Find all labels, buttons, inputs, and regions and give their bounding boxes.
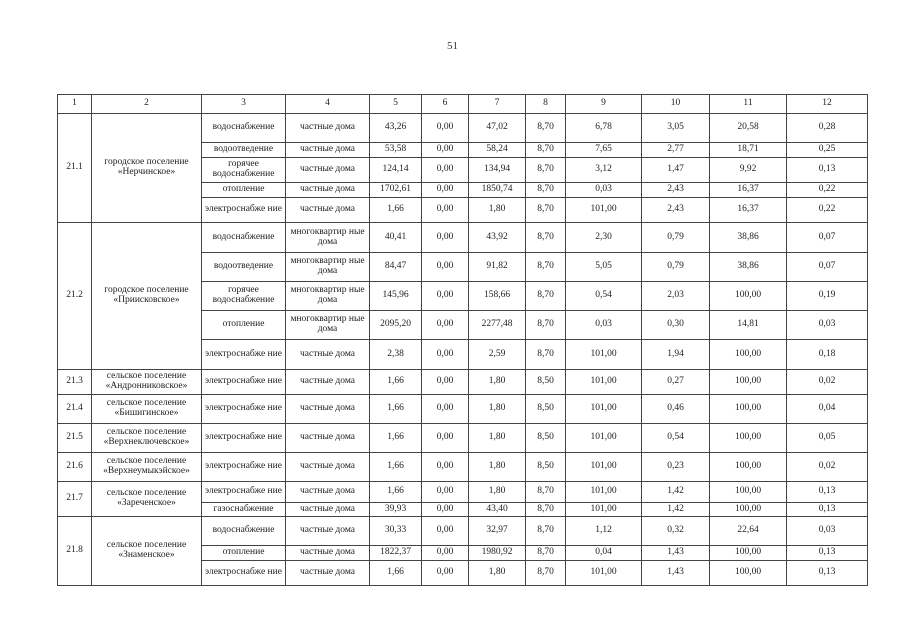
service-cell: отопление: [202, 546, 286, 561]
value-cell: 8,70: [526, 561, 566, 586]
value-cell: 0,00: [422, 370, 469, 395]
service-cell: электроснабже ние: [202, 424, 286, 453]
value-cell: 0,54: [566, 282, 642, 311]
table-row: [58, 453, 868, 482]
value-cell: 0,00: [422, 340, 469, 370]
value-cell: 100,00: [710, 503, 787, 517]
column-header: 2: [92, 95, 202, 114]
value-cell: 2,59: [469, 340, 526, 370]
value-cell: 0,22: [787, 183, 868, 198]
value-cell: 134,94: [469, 158, 526, 183]
value-cell: 100,00: [710, 340, 787, 370]
value-cell: 8,70: [526, 223, 566, 253]
row-number-cell: 21.4: [58, 395, 92, 424]
consumer-cell: частные дома: [286, 198, 370, 223]
value-cell: 0,00: [422, 561, 469, 586]
row-number-cell: 21.8: [58, 517, 92, 586]
value-cell: 38,86: [710, 253, 787, 282]
column-header: 3: [202, 95, 286, 114]
consumer-cell: многоквартир ные дома: [286, 282, 370, 311]
table-row: [58, 424, 868, 453]
value-cell: 2,38: [370, 340, 422, 370]
service-cell: электроснабже ние: [202, 340, 286, 370]
value-cell: 47,02: [469, 114, 526, 143]
column-header: 12: [787, 95, 868, 114]
value-cell: 0,00: [422, 424, 469, 453]
value-cell: 0,00: [422, 198, 469, 223]
value-cell: 100,00: [710, 453, 787, 482]
value-cell: 100,00: [710, 546, 787, 561]
value-cell: 43,26: [370, 114, 422, 143]
value-cell: 0,22: [787, 198, 868, 223]
value-cell: 8,70: [526, 517, 566, 546]
value-cell: 0,00: [422, 395, 469, 424]
column-header: 8: [526, 95, 566, 114]
value-cell: 0,00: [422, 114, 469, 143]
value-cell: 1,42: [642, 503, 710, 517]
value-cell: 124,14: [370, 158, 422, 183]
row-number-cell: 21.1: [58, 114, 92, 223]
value-cell: 101,00: [566, 561, 642, 586]
value-cell: 0,13: [787, 503, 868, 517]
value-cell: 1,66: [370, 395, 422, 424]
value-cell: 8,70: [526, 482, 566, 503]
value-cell: 38,86: [710, 223, 787, 253]
value-cell: 0,32: [642, 517, 710, 546]
settlement-cell: сельское поселение «Зареченское»: [92, 482, 202, 517]
header-row: [58, 95, 868, 114]
value-cell: 0,03: [787, 311, 868, 340]
value-cell: 0,13: [787, 158, 868, 183]
value-cell: 145,96: [370, 282, 422, 311]
table-row: [58, 114, 868, 143]
column-header: 10: [642, 95, 710, 114]
value-cell: 8,70: [526, 114, 566, 143]
value-cell: 2,30: [566, 223, 642, 253]
value-cell: 0,13: [787, 546, 868, 561]
value-cell: 8,70: [526, 198, 566, 223]
value-cell: 0,02: [787, 370, 868, 395]
value-cell: 84,47: [370, 253, 422, 282]
table-row: [58, 370, 868, 395]
service-cell: электроснабже ние: [202, 482, 286, 503]
value-cell: 0,54: [642, 424, 710, 453]
value-cell: 0,00: [422, 143, 469, 158]
value-cell: 0,05: [787, 424, 868, 453]
value-cell: 8,70: [526, 311, 566, 340]
column-header: 1: [58, 95, 92, 114]
value-cell: 8,70: [526, 183, 566, 198]
value-cell: 43,92: [469, 223, 526, 253]
value-cell: 0,00: [422, 482, 469, 503]
consumer-cell: частные дома: [286, 453, 370, 482]
value-cell: 1822,37: [370, 546, 422, 561]
value-cell: 3,12: [566, 158, 642, 183]
value-cell: 1,66: [370, 370, 422, 395]
value-cell: 0,79: [642, 223, 710, 253]
value-cell: 8,50: [526, 453, 566, 482]
value-cell: 101,00: [566, 453, 642, 482]
value-cell: 58,24: [469, 143, 526, 158]
consumer-cell: частные дома: [286, 158, 370, 183]
value-cell: 0,28: [787, 114, 868, 143]
value-cell: 1,80: [469, 561, 526, 586]
consumer-cell: частные дома: [286, 546, 370, 561]
value-cell: 101,00: [566, 198, 642, 223]
value-cell: 5,05: [566, 253, 642, 282]
value-cell: 0,03: [566, 311, 642, 340]
value-cell: 8,70: [526, 546, 566, 561]
value-cell: 8,50: [526, 370, 566, 395]
settlement-cell: сельское поселение «Верхнеключевское»: [92, 424, 202, 453]
value-cell: 1,47: [642, 158, 710, 183]
service-cell: электроснабже ние: [202, 198, 286, 223]
value-cell: 0,25: [787, 143, 868, 158]
service-cell: отопление: [202, 311, 286, 340]
value-cell: 1,12: [566, 517, 642, 546]
value-cell: 0,03: [566, 183, 642, 198]
value-cell: 2277,48: [469, 311, 526, 340]
row-number-cell: 21.7: [58, 482, 92, 517]
column-header: 9: [566, 95, 642, 114]
row-number-cell: 21.6: [58, 453, 92, 482]
service-cell: горячее водоснабжение: [202, 282, 286, 311]
value-cell: 32,97: [469, 517, 526, 546]
value-cell: 0,00: [422, 158, 469, 183]
value-cell: 101,00: [566, 424, 642, 453]
value-cell: 0,30: [642, 311, 710, 340]
value-cell: 1702,61: [370, 183, 422, 198]
value-cell: 101,00: [566, 370, 642, 395]
service-cell: электроснабже ние: [202, 561, 286, 586]
consumer-cell: многоквартир ные дома: [286, 253, 370, 282]
service-cell: электроснабже ние: [202, 453, 286, 482]
value-cell: 0,00: [422, 503, 469, 517]
value-cell: 7,65: [566, 143, 642, 158]
service-cell: электроснабже ние: [202, 370, 286, 395]
value-cell: 16,37: [710, 198, 787, 223]
value-cell: 1,66: [370, 482, 422, 503]
consumer-cell: частные дома: [286, 424, 370, 453]
settlement-cell: городское поселение «Нерчинское»: [92, 114, 202, 223]
value-cell: 1,80: [469, 453, 526, 482]
value-cell: 1,80: [469, 395, 526, 424]
value-cell: 0,07: [787, 253, 868, 282]
value-cell: 43,40: [469, 503, 526, 517]
consumer-cell: многоквартир ные дома: [286, 223, 370, 253]
consumer-cell: частные дома: [286, 561, 370, 586]
settlement-cell: сельское поселение «Бишигинское»: [92, 395, 202, 424]
value-cell: 1,66: [370, 453, 422, 482]
consumer-cell: частные дома: [286, 517, 370, 546]
service-cell: водоснабжение: [202, 114, 286, 143]
value-cell: 22,64: [710, 517, 787, 546]
value-cell: 101,00: [566, 482, 642, 503]
value-cell: 2,77: [642, 143, 710, 158]
value-cell: 100,00: [710, 395, 787, 424]
value-cell: 0,19: [787, 282, 868, 311]
table-row: [58, 223, 868, 253]
value-cell: 14,81: [710, 311, 787, 340]
value-cell: 0,00: [422, 183, 469, 198]
value-cell: 101,00: [566, 395, 642, 424]
value-cell: 0,00: [422, 517, 469, 546]
value-cell: 2,43: [642, 183, 710, 198]
row-number-cell: 21.2: [58, 223, 92, 370]
table-row: [58, 395, 868, 424]
row-number-cell: 21.5: [58, 424, 92, 453]
value-cell: 8,50: [526, 395, 566, 424]
value-cell: 0,13: [787, 561, 868, 586]
value-cell: 0,02: [787, 453, 868, 482]
tariff-table: [57, 94, 868, 586]
value-cell: 1,80: [469, 424, 526, 453]
column-header: 4: [286, 95, 370, 114]
value-cell: 100,00: [710, 482, 787, 503]
value-cell: 0,04: [566, 546, 642, 561]
value-cell: 1,66: [370, 198, 422, 223]
value-cell: 0,00: [422, 453, 469, 482]
value-cell: 8,70: [526, 340, 566, 370]
value-cell: 20,58: [710, 114, 787, 143]
value-cell: 2,03: [642, 282, 710, 311]
consumer-cell: частные дома: [286, 395, 370, 424]
value-cell: 40,41: [370, 223, 422, 253]
value-cell: 0,00: [422, 546, 469, 561]
consumer-cell: частные дома: [286, 503, 370, 517]
value-cell: 1,66: [370, 561, 422, 586]
value-cell: 16,37: [710, 183, 787, 198]
service-cell: газоснабжение: [202, 503, 286, 517]
consumer-cell: частные дома: [286, 340, 370, 370]
value-cell: 1,43: [642, 561, 710, 586]
value-cell: 0,00: [422, 282, 469, 311]
value-cell: 101,00: [566, 503, 642, 517]
value-cell: 1,66: [370, 424, 422, 453]
value-cell: 91,82: [469, 253, 526, 282]
value-cell: 100,00: [710, 561, 787, 586]
value-cell: 8,70: [526, 503, 566, 517]
value-cell: 1,42: [642, 482, 710, 503]
consumer-cell: частные дома: [286, 482, 370, 503]
value-cell: 0,27: [642, 370, 710, 395]
value-cell: 18,71: [710, 143, 787, 158]
value-cell: 0,18: [787, 340, 868, 370]
consumer-cell: многоквартир ные дома: [286, 311, 370, 340]
value-cell: 1,94: [642, 340, 710, 370]
consumer-cell: частные дома: [286, 143, 370, 158]
value-cell: 53,58: [370, 143, 422, 158]
table-row: [58, 482, 868, 503]
column-header: 6: [422, 95, 469, 114]
value-cell: 1,43: [642, 546, 710, 561]
value-cell: 0,03: [787, 517, 868, 546]
value-cell: 0,13: [787, 482, 868, 503]
value-cell: 8,70: [526, 253, 566, 282]
settlement-cell: сельское поселение «Верхнеумыкэйское»: [92, 453, 202, 482]
value-cell: 0,79: [642, 253, 710, 282]
column-header: 5: [370, 95, 422, 114]
service-cell: отопление: [202, 183, 286, 198]
value-cell: 100,00: [710, 370, 787, 395]
service-cell: водоснабжение: [202, 517, 286, 546]
value-cell: 1,80: [469, 370, 526, 395]
service-cell: электроснабже ние: [202, 395, 286, 424]
value-cell: 1,80: [469, 198, 526, 223]
value-cell: 100,00: [710, 424, 787, 453]
value-cell: 0,07: [787, 223, 868, 253]
value-cell: 8,70: [526, 143, 566, 158]
value-cell: 2,43: [642, 198, 710, 223]
value-cell: 3,05: [642, 114, 710, 143]
service-cell: водоснабжение: [202, 223, 286, 253]
value-cell: 0,23: [642, 453, 710, 482]
page-number: 51: [447, 40, 458, 52]
table-row: [58, 517, 868, 546]
value-cell: 6,78: [566, 114, 642, 143]
value-cell: 2095,20: [370, 311, 422, 340]
value-cell: 101,00: [566, 340, 642, 370]
settlement-cell: сельское поселение «Знаменское»: [92, 517, 202, 586]
value-cell: 30,33: [370, 517, 422, 546]
value-cell: 0,46: [642, 395, 710, 424]
service-cell: водоотведение: [202, 143, 286, 158]
settlement-cell: сельское поселение «Андронниковское»: [92, 370, 202, 395]
consumer-cell: частные дома: [286, 114, 370, 143]
value-cell: 0,00: [422, 223, 469, 253]
value-cell: 0,00: [422, 253, 469, 282]
service-cell: горячее водоснабжение: [202, 158, 286, 183]
consumer-cell: частные дома: [286, 370, 370, 395]
value-cell: 0,04: [787, 395, 868, 424]
value-cell: 8,70: [526, 158, 566, 183]
value-cell: 0,00: [422, 311, 469, 340]
value-cell: 39,93: [370, 503, 422, 517]
value-cell: 8,50: [526, 424, 566, 453]
value-cell: 1,80: [469, 482, 526, 503]
settlement-cell: городское поселение «Приисковское»: [92, 223, 202, 370]
column-header: 7: [469, 95, 526, 114]
value-cell: 8,70: [526, 282, 566, 311]
consumer-cell: частные дома: [286, 183, 370, 198]
column-header: 11: [710, 95, 787, 114]
row-number-cell: 21.3: [58, 370, 92, 395]
value-cell: 9,92: [710, 158, 787, 183]
value-cell: 100,00: [710, 282, 787, 311]
value-cell: 158,66: [469, 282, 526, 311]
value-cell: 1980,92: [469, 546, 526, 561]
service-cell: водоотведение: [202, 253, 286, 282]
value-cell: 1850,74: [469, 183, 526, 198]
